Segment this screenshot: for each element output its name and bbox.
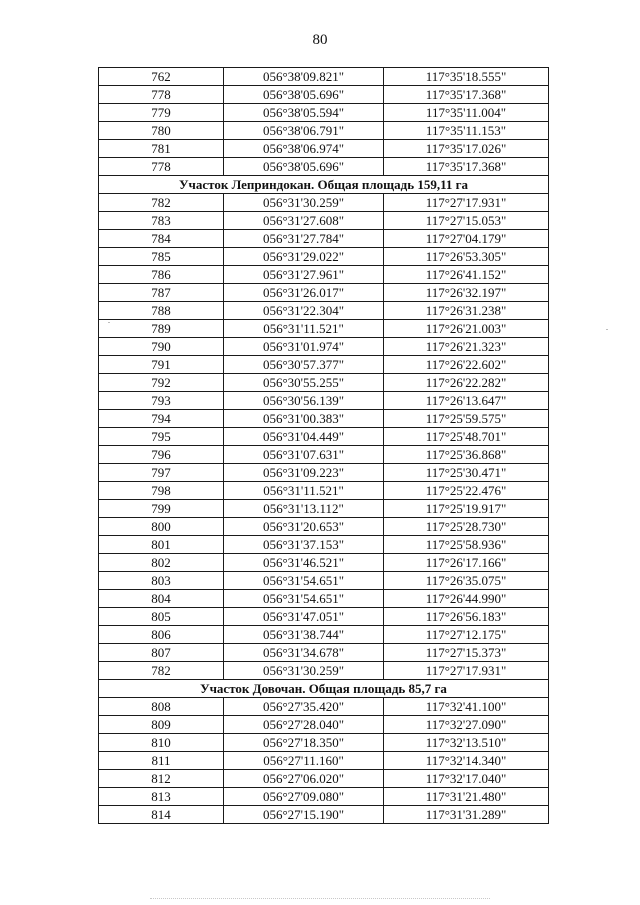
latitude-cell: 056°27'28.040" <box>224 716 384 734</box>
point-number-cell: 794 <box>99 410 224 428</box>
longitude-cell: 117°35'11.004" <box>384 104 549 122</box>
latitude-cell: 056°27'11.160" <box>224 752 384 770</box>
latitude-cell: 056°31'38.744" <box>224 626 384 644</box>
table-row <box>99 266 549 284</box>
longitude-cell: 117°32'41.100" <box>384 698 549 716</box>
longitude-cell: 117°26'56.183" <box>384 608 549 626</box>
table-row <box>99 86 549 104</box>
point-number-cell: 800 <box>99 518 224 536</box>
latitude-cell: 056°31'11.521" <box>224 482 384 500</box>
longitude-cell: 117°26'21.323" <box>384 338 549 356</box>
table-row <box>99 302 549 320</box>
longitude-cell: 117°25'59.575" <box>384 410 549 428</box>
point-number-cell: 813 <box>99 788 224 806</box>
longitude-cell: 117°26'35.075" <box>384 572 549 590</box>
latitude-cell: 056°31'04.449" <box>224 428 384 446</box>
table-row <box>99 644 549 662</box>
longitude-cell: 117°25'28.730" <box>384 518 549 536</box>
scan-artifact-line <box>150 898 490 899</box>
longitude-cell: 117°25'58.936" <box>384 536 549 554</box>
longitude-cell: 117°26'32.197" <box>384 284 549 302</box>
longitude-cell: 117°26'22.602" <box>384 356 549 374</box>
point-number-cell: 786 <box>99 266 224 284</box>
table-row <box>99 338 549 356</box>
point-number-cell: 796 <box>99 446 224 464</box>
point-number-cell: 782 <box>99 194 224 212</box>
table-row <box>99 356 549 374</box>
section-header-row <box>99 680 549 698</box>
longitude-cell: 117°32'13.510" <box>384 734 549 752</box>
longitude-cell: 117°35'17.368" <box>384 158 549 176</box>
latitude-cell: 056°38'06.974" <box>224 140 384 158</box>
longitude-cell: 117°27'17.931" <box>384 194 549 212</box>
longitude-cell: 117°32'17.040" <box>384 770 549 788</box>
table-row <box>99 284 549 302</box>
table-row <box>99 554 549 572</box>
latitude-cell: 056°31'46.521" <box>224 554 384 572</box>
latitude-cell: 056°38'06.791" <box>224 122 384 140</box>
table-row <box>99 662 549 680</box>
table-row <box>99 428 549 446</box>
longitude-cell: 117°25'48.701" <box>384 428 549 446</box>
point-number-cell: 810 <box>99 734 224 752</box>
point-number-cell: 807 <box>99 644 224 662</box>
point-number-cell: 781 <box>99 140 224 158</box>
latitude-cell: 056°31'07.631" <box>224 446 384 464</box>
table-row <box>99 320 549 338</box>
longitude-cell: 117°26'22.282" <box>384 374 549 392</box>
point-number-cell: 814 <box>99 806 224 824</box>
longitude-cell: 117°26'44.990" <box>384 590 549 608</box>
longitude-cell: 117°26'41.152" <box>384 266 549 284</box>
table-row <box>99 464 549 482</box>
latitude-cell: 056°38'05.696" <box>224 158 384 176</box>
latitude-cell: 056°27'06.020" <box>224 770 384 788</box>
table-row <box>99 212 549 230</box>
point-number-cell: 784 <box>99 230 224 248</box>
table-row <box>99 446 549 464</box>
table-row <box>99 572 549 590</box>
table-row <box>99 230 549 248</box>
table-row <box>99 806 549 824</box>
point-number-cell: 789 <box>99 320 224 338</box>
coordinates-table-body <box>99 68 549 824</box>
longitude-cell: 117°26'21.003" <box>384 320 549 338</box>
table-row <box>99 734 549 752</box>
point-number-cell: 799 <box>99 500 224 518</box>
longitude-cell: 117°25'36.868" <box>384 446 549 464</box>
point-number-cell: 779 <box>99 104 224 122</box>
point-number-cell: 792 <box>99 374 224 392</box>
latitude-cell: 056°31'00.383" <box>224 410 384 428</box>
point-number-cell: 782 <box>99 662 224 680</box>
latitude-cell: 056°38'05.696" <box>224 86 384 104</box>
longitude-cell: 117°35'11.153" <box>384 122 549 140</box>
longitude-cell: 117°35'17.368" <box>384 86 549 104</box>
point-number-cell: 780 <box>99 122 224 140</box>
latitude-cell: 056°31'30.259" <box>224 194 384 212</box>
latitude-cell: 056°27'15.190" <box>224 806 384 824</box>
point-number-cell: 797 <box>99 464 224 482</box>
point-number-cell: 790 <box>99 338 224 356</box>
point-number-cell: 802 <box>99 554 224 572</box>
table-row <box>99 500 549 518</box>
latitude-cell: 056°31'01.974" <box>224 338 384 356</box>
longitude-cell: 117°31'31.289" <box>384 806 549 824</box>
table-row <box>99 698 549 716</box>
table-row <box>99 122 549 140</box>
longitude-cell: 117°26'17.166" <box>384 554 549 572</box>
table-row <box>99 608 549 626</box>
section-header-row <box>99 176 549 194</box>
latitude-cell: 056°31'47.051" <box>224 608 384 626</box>
point-number-cell: 801 <box>99 536 224 554</box>
point-number-cell: 798 <box>99 482 224 500</box>
latitude-cell: 056°27'35.420" <box>224 698 384 716</box>
table-row <box>99 194 549 212</box>
table-row <box>99 104 549 122</box>
latitude-cell: 056°31'20.653" <box>224 518 384 536</box>
table-row <box>99 68 549 86</box>
point-number-cell: 785 <box>99 248 224 266</box>
latitude-cell: 056°31'54.651" <box>224 572 384 590</box>
coordinates-table <box>98 67 549 824</box>
longitude-cell: 117°25'30.471" <box>384 464 549 482</box>
latitude-cell: 056°31'27.961" <box>224 266 384 284</box>
latitude-cell: 056°31'37.153" <box>224 536 384 554</box>
scan-speck <box>606 329 608 330</box>
section-title: Участок Леприндокан. Общая площадь 159,11 га <box>99 176 549 194</box>
latitude-cell: 056°27'18.350" <box>224 734 384 752</box>
table-row <box>99 374 549 392</box>
point-number-cell: 778 <box>99 158 224 176</box>
point-number-cell: 795 <box>99 428 224 446</box>
point-number-cell: 783 <box>99 212 224 230</box>
point-number-cell: 762 <box>99 68 224 86</box>
table-row <box>99 788 549 806</box>
point-number-cell: 805 <box>99 608 224 626</box>
table-row <box>99 770 549 788</box>
point-number-cell: 808 <box>99 698 224 716</box>
point-number-cell: 812 <box>99 770 224 788</box>
latitude-cell: 056°31'26.017" <box>224 284 384 302</box>
point-number-cell: 806 <box>99 626 224 644</box>
point-number-cell: 787 <box>99 284 224 302</box>
latitude-cell: 056°38'09.821" <box>224 68 384 86</box>
table-row <box>99 536 549 554</box>
longitude-cell: 117°25'19.917" <box>384 500 549 518</box>
point-number-cell: 803 <box>99 572 224 590</box>
longitude-cell: 117°27'17.931" <box>384 662 549 680</box>
point-number-cell: 791 <box>99 356 224 374</box>
latitude-cell: 056°38'05.594" <box>224 104 384 122</box>
longitude-cell: 117°26'31.238" <box>384 302 549 320</box>
latitude-cell: 056°31'34.678" <box>224 644 384 662</box>
point-number-cell: 804 <box>99 590 224 608</box>
table-row <box>99 626 549 644</box>
latitude-cell: 056°30'57.377" <box>224 356 384 374</box>
table-row <box>99 248 549 266</box>
section-title: Участок Довочан. Общая площадь 85,7 га <box>99 680 549 698</box>
latitude-cell: 056°31'22.304" <box>224 302 384 320</box>
longitude-cell: 117°32'14.340" <box>384 752 549 770</box>
latitude-cell: 056°31'54.651" <box>224 590 384 608</box>
table-row <box>99 410 549 428</box>
longitude-cell: 117°27'04.179" <box>384 230 549 248</box>
page-number: 80 <box>312 32 328 48</box>
latitude-cell: 056°31'13.112" <box>224 500 384 518</box>
table-row <box>99 716 549 734</box>
longitude-cell: 117°35'17.026" <box>384 140 549 158</box>
longitude-cell: 117°25'22.476" <box>384 482 549 500</box>
table-row <box>99 482 549 500</box>
point-number-cell: 788 <box>99 302 224 320</box>
table-row <box>99 590 549 608</box>
latitude-cell: 056°31'11.521" <box>224 320 384 338</box>
latitude-cell: 056°30'55.255" <box>224 374 384 392</box>
table-row <box>99 518 549 536</box>
longitude-cell: 117°31'21.480" <box>384 788 549 806</box>
point-number-cell: 793 <box>99 392 224 410</box>
longitude-cell: 117°26'13.647" <box>384 392 549 410</box>
table-row <box>99 140 549 158</box>
longitude-cell: 117°27'15.053" <box>384 212 549 230</box>
latitude-cell: 056°31'27.784" <box>224 230 384 248</box>
point-number-cell: 778 <box>99 86 224 104</box>
longitude-cell: 117°27'12.175" <box>384 626 549 644</box>
table-row <box>99 158 549 176</box>
table-row <box>99 392 549 410</box>
longitude-cell: 117°35'18.555" <box>384 68 549 86</box>
longitude-cell: 117°27'15.373" <box>384 644 549 662</box>
point-number-cell: 809 <box>99 716 224 734</box>
point-number-cell: 811 <box>99 752 224 770</box>
latitude-cell: 056°31'30.259" <box>224 662 384 680</box>
latitude-cell: 056°30'56.139" <box>224 392 384 410</box>
longitude-cell: 117°26'53.305" <box>384 248 549 266</box>
table-row <box>99 752 549 770</box>
latitude-cell: 056°31'29.022" <box>224 248 384 266</box>
latitude-cell: 056°31'27.608" <box>224 212 384 230</box>
latitude-cell: 056°31'09.223" <box>224 464 384 482</box>
latitude-cell: 056°27'09.080" <box>224 788 384 806</box>
scan-speck <box>108 322 110 323</box>
longitude-cell: 117°32'27.090" <box>384 716 549 734</box>
